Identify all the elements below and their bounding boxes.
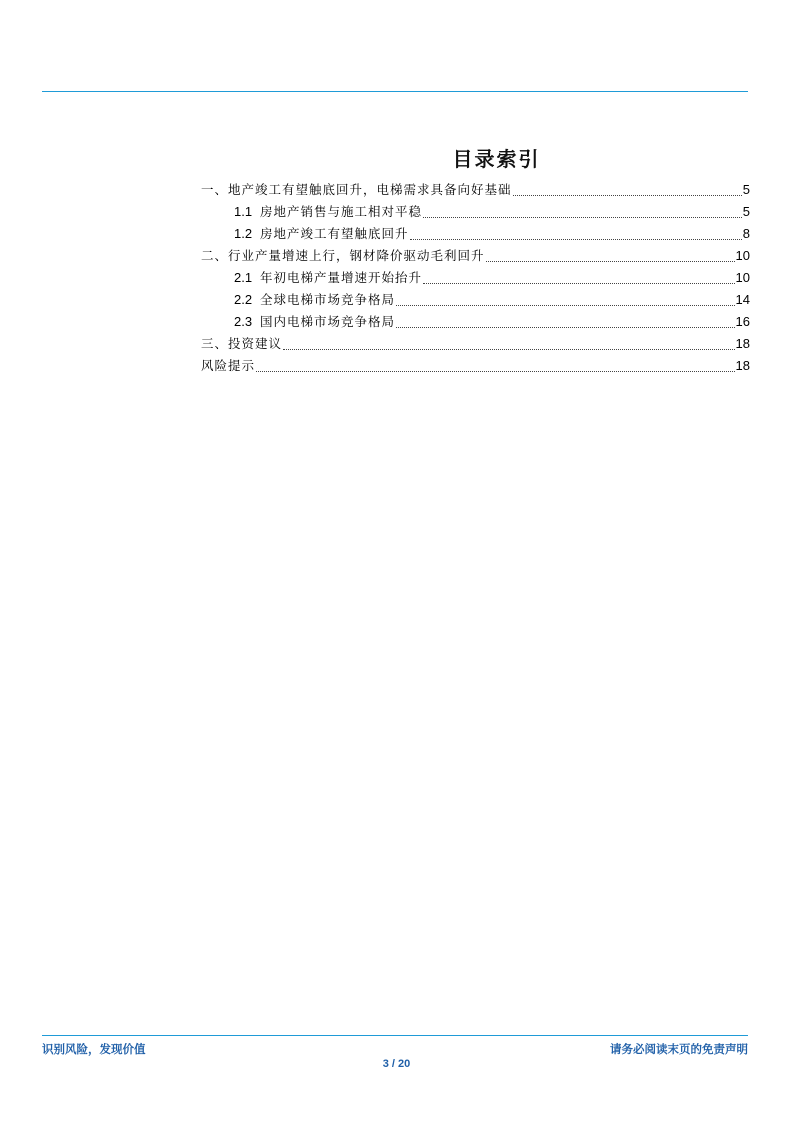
page-number: 3 / 20 (382, 1058, 411, 1070)
footer-rule (42, 1035, 748, 1036)
toc-entry-number: 2.1 (234, 270, 253, 285)
toc-entry-page: 10 (735, 270, 750, 285)
footer-disclaimer-notice: 请务必阅读末页的免责声明 (610, 1042, 748, 1056)
toc-entry-label: 三、投资建议 (201, 336, 283, 351)
toc-entry-label: 国内电梯市场竞争格局 (260, 314, 396, 329)
dot-leader (513, 195, 742, 196)
toc-entry-page: 10 (735, 248, 750, 263)
toc-entry-number: 2.3 (234, 314, 253, 329)
toc-entry[interactable] (201, 179, 750, 201)
toc-entry-page: 5 (742, 182, 750, 197)
toc-entry-number: 2.2 (234, 292, 253, 307)
toc-entry[interactable] (201, 245, 750, 267)
dot-leader (486, 261, 735, 262)
toc-entry[interactable] (201, 223, 750, 245)
toc-entry[interactable] (201, 333, 750, 355)
toc-entry-label: 房地产竣工有望触底回升 (260, 226, 409, 241)
toc-entry[interactable] (201, 267, 750, 289)
toc-entry-label: 房地产销售与施工相对平稳 (260, 204, 423, 219)
toc-entry-number: 1.1 (234, 204, 253, 219)
toc-entry-number: 1.2 (234, 226, 253, 241)
toc-entry-label: 一、地产竣工有望触底回升，电梯需求具备向好基础 (201, 182, 512, 197)
toc-entry-page: 18 (735, 336, 750, 351)
toc-entry-page: 16 (735, 314, 750, 329)
toc-entry[interactable] (201, 201, 750, 223)
dot-leader (256, 371, 735, 372)
toc-entry-page: 8 (742, 226, 750, 241)
toc-entry-label: 年初电梯产量增速开始抬升 (260, 270, 423, 285)
header-rule (42, 91, 748, 92)
table-of-contents (201, 179, 750, 377)
toc-entry[interactable] (201, 289, 750, 311)
toc-entry-label: 风险提示 (201, 358, 256, 373)
toc-entry-label: 全球电梯市场竞争格局 (260, 292, 396, 307)
dot-leader (396, 327, 735, 328)
toc-entry-page: 18 (735, 358, 750, 373)
toc-entry-page: 5 (742, 204, 750, 219)
dot-leader (410, 239, 742, 240)
toc-title: 目录索引 (452, 147, 541, 171)
dot-leader (423, 283, 735, 284)
dot-leader (396, 305, 735, 306)
toc-entry-label: 二、行业产量增速上行，钢材降价驱动毛利回升 (201, 248, 485, 263)
toc-entry[interactable] (201, 311, 750, 333)
dot-leader (423, 217, 742, 218)
footer-slogan: 识别风险，发现价值 (42, 1042, 146, 1056)
toc-entry-page: 14 (735, 292, 750, 307)
dot-leader (283, 349, 735, 350)
toc-entry[interactable] (201, 355, 750, 377)
